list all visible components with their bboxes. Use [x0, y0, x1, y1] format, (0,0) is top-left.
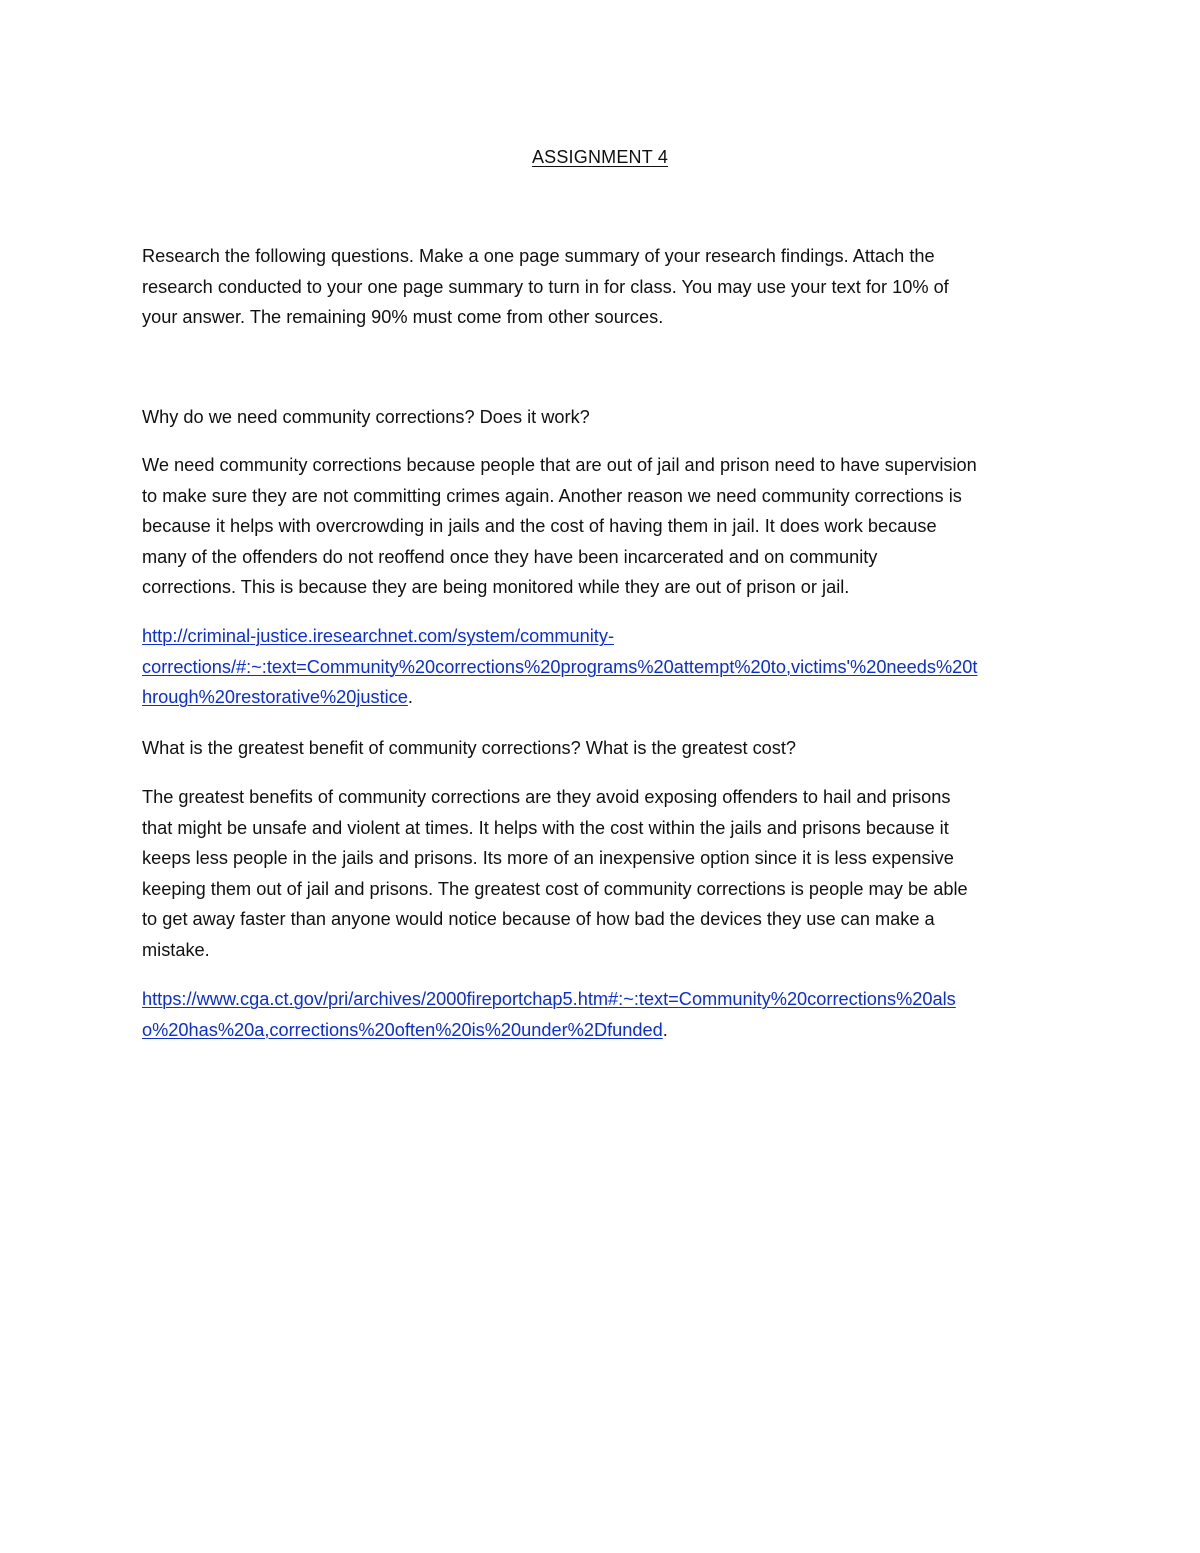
link-tail: . [407, 687, 413, 707]
answer-2-paragraph [142, 782, 1062, 965]
page-title: ASSIGNMENT 4 [531, 147, 669, 167]
source-2-link[interactable] [142, 984, 1062, 1045]
answer-1-paragraph [142, 450, 1062, 603]
link-line[interactable]: https://www.cga.ct.gov/pri/archives/2000fireportchap5.htm#:~:text=Community%20corrections%20als [142, 989, 956, 1009]
question-1 [142, 402, 1062, 433]
answer-line: because it helps with overcrowding in jails and the cost of having them in jail. It does work because [142, 516, 937, 536]
question-2-text: What is the greatest benefit of community corrections? What is the greatest cost? [142, 738, 797, 758]
answer-line: keeps less people in the jails and prisons. Its more of an inexpensive option since it is less expensive [142, 848, 954, 868]
answer-line: that might be unsafe and violent at times. It helps with the cost within the jails and prisons because it [142, 817, 949, 838]
answer-line: keeping them out of jail and prisons. The greatest cost of community corrections is people may be able [142, 878, 968, 899]
intro-line: your answer. The remaining 90% must come from other sources. [142, 307, 664, 327]
intro-line: Research the following questions. Make a one page summary of your research findings. Attach the [142, 246, 935, 266]
question-1-text: Why do we need community corrections? Does it work? [142, 407, 590, 427]
answer-line: corrections. This is because they are being monitored while they are out of prison or jail. [142, 577, 850, 597]
link-tail: . [662, 1019, 668, 1040]
answer-line: many of the offenders do not reoffend once they have been incarcerated and on community [142, 546, 878, 567]
answer-line: We need community corrections because people that are out of jail and prison need to have supervision [142, 455, 977, 475]
question-2 [142, 733, 1062, 764]
intro-line: research conducted to your one page summary to turn in for class. You may use your text for 10% of [142, 276, 949, 297]
link-line[interactable]: hrough%20restorative%20justice [142, 687, 408, 707]
source-1-link[interactable] [142, 621, 1062, 713]
intro-paragraph [142, 241, 1062, 333]
answer-line: to make sure they are not committing crimes again. Another reason we need community corrections is [142, 485, 962, 506]
answer-line: to get away faster than anyone would notice because of how bad the devices they use can make a [142, 909, 935, 929]
link-line[interactable]: corrections/#:~:text=Community%20corrections%20programs%20attempt%20to,victims'%20needs%20t [142, 656, 978, 677]
link-line[interactable]: o%20has%20a,corrections%20often%20is%20under%2Dfunded [142, 1019, 663, 1040]
link-line[interactable]: http://criminal-justice.iresearchnet.com/system/community- [142, 626, 614, 646]
answer-line: mistake. [142, 939, 210, 960]
answer-line: The greatest benefits of community corrections are they avoid exposing offenders to hail and prisons [142, 787, 951, 807]
